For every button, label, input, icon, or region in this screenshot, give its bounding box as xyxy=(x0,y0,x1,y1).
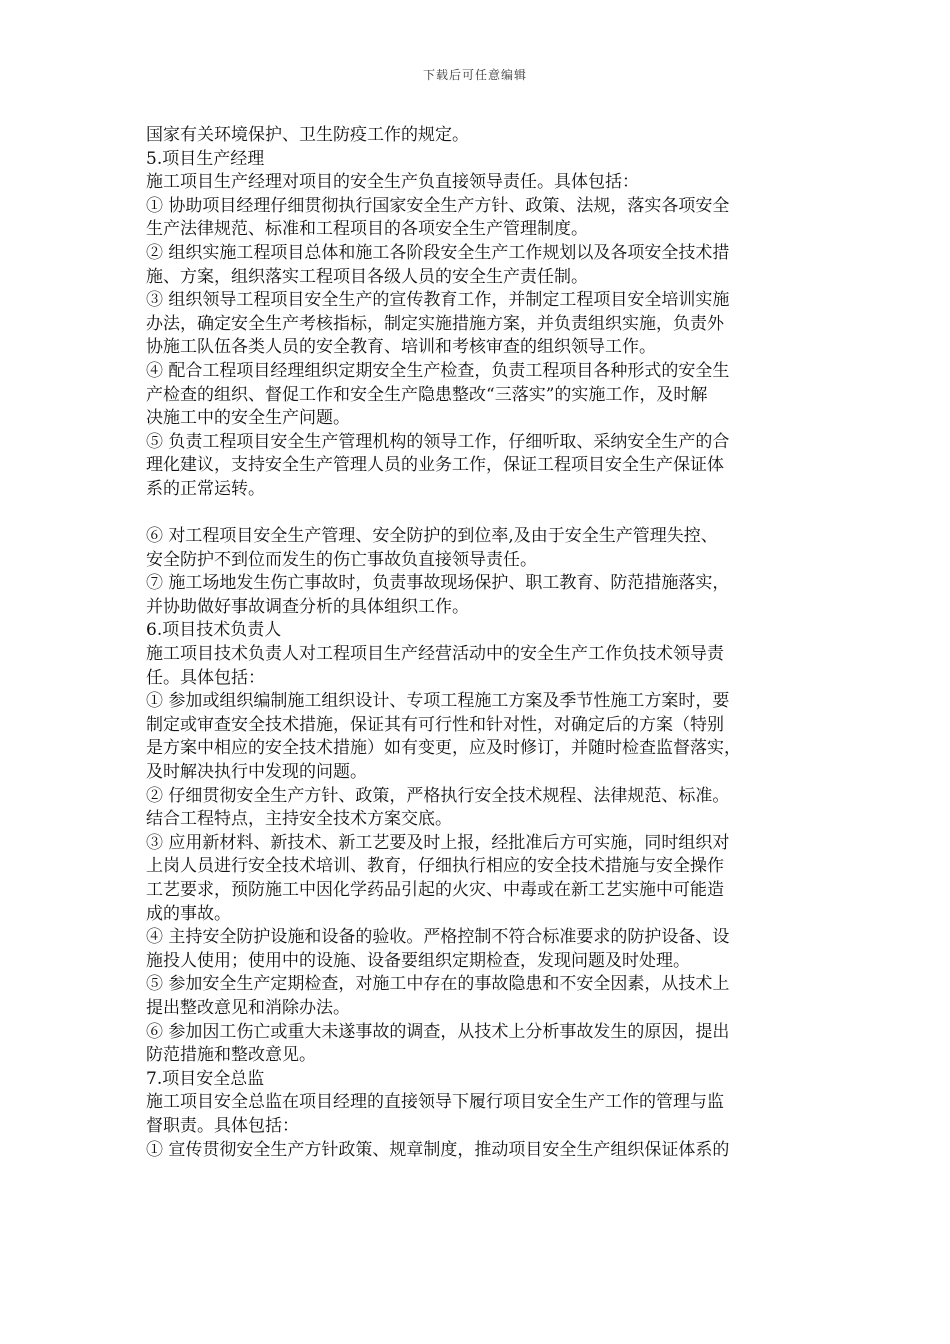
text-line: 施工项目生产经理对项目的安全生产负直接领导责任。具体包括： xyxy=(146,172,639,193)
text-line: ④ 配合工程项目经理组织定期安全生产检查，负责工程项目各种形式的安全生 xyxy=(146,360,730,381)
text-line: 施、方案，组织落实工程项目各级人员的安全生产责任制。 xyxy=(146,266,588,287)
text-line: 国家有关环境保护、卫生防疫工作的规定。 xyxy=(146,125,469,145)
text-line: 系的正常运转。 xyxy=(146,478,265,499)
text-line: ③ 应用新材料、新技术、新工艺要及时上报，经批准后方可实施，同时组织对 xyxy=(146,832,730,853)
text-line: ⑤ 参加安全生产定期检查，对施工中存在的事故隐患和不安全因素，从技术上 xyxy=(146,974,730,995)
text-line: ⑦ 施工场地发生伤亡事故时，负责事故现场保护、职工教育、防范措施落实， xyxy=(146,573,730,594)
text-line: 成的事故。 xyxy=(146,903,231,924)
text-line: 工艺要求，预防施工中因化学药品引起的火灾、中毒或在新工艺实施中可能造 xyxy=(146,880,724,900)
text-line: 防范措施和整改意见。 xyxy=(146,1045,316,1066)
text-line: 产检查的组织、督促工作和安全生产隐患整改“三落实”的实施工作，及时解 xyxy=(146,384,708,405)
text-line: 施投人使用；使用中的设施、设备要组织定期检查，发现问题及时处理。 xyxy=(146,950,690,971)
text-line: ⑥ 参加因工伤亡或重大未遂事故的调查，从技术上分析事故发生的原因，提出 xyxy=(146,1021,730,1042)
text-line: ① 协助项目经理仔细贯彻执行国家安全生产方针、政策、法规，落实各项安全 xyxy=(146,195,730,216)
text-line: 任。具体包括： xyxy=(146,667,265,688)
text-line: 施工项目安全总监在项目经理的直接领导下履行项目安全生产工作的管理与监 xyxy=(146,1092,724,1113)
blank-line xyxy=(146,502,806,526)
text-line: ② 组织实施工程项目总体和施工各阶段安全生产工作规划以及各项安全技术措 xyxy=(146,242,730,263)
text-line: ① 宣传贯彻安全生产方针政策、规章制度，推动项目安全生产组织保证体系的 xyxy=(146,1139,730,1160)
text-line: 办法，确定安全生产考核指标，制定实施措施方案，并负责组织实施，负责外 xyxy=(146,313,724,334)
text-line: 6.项目技术负责人 xyxy=(146,620,282,641)
page-header: 下载后可任意编辑 xyxy=(422,68,527,82)
text-line: 决施工中的安全生产问题。 xyxy=(146,408,350,429)
text-line: 并协助做好事故调查分析的具体组织工作。 xyxy=(146,596,469,617)
text-line: 结合工程特点，主持安全技术方案交底。 xyxy=(146,809,452,830)
text-line: 提出整改意见和消除办法。 xyxy=(146,997,350,1018)
text-line: 施工项目技术负责人对工程项目生产经营活动中的安全生产工作负技术领导责 xyxy=(146,644,724,665)
text-line: ③ 组织领导工程项目安全生产的宣传教育工作，并制定工程项目安全培训实施 xyxy=(146,290,730,311)
text-line: 5.项目生产经理 xyxy=(146,148,265,169)
text-line: 生产法律规范、标准和工程项目的各项安全生产管理制度。 xyxy=(146,219,588,240)
text-line: 制定或审查安全技术措施，保证其有可行性和针对性，对确定后的方案（特别 xyxy=(146,714,724,735)
text-line: ⑤ 负责工程项目安全生产管理机构的领导工作，仔细听取、采纳安全生产的合 xyxy=(146,431,730,452)
text-line: ② 仔细贯彻安全生产方针、政策，严格执行安全技术规程、法律规范、标准。 xyxy=(146,785,730,806)
document-body xyxy=(146,124,806,1162)
text-line: 7.项目安全总监 xyxy=(146,1068,265,1089)
text-line: ④ 主持安全防护设施和设备的验收。严格控制不符合标准要求的防护设备、设 xyxy=(146,927,730,948)
text-line: 是方案中相应的安全技术措施）如有变更，应及时修订，并随时检查监督落实， xyxy=(146,738,741,759)
text-line: ① 参加或组织编制施工组织设计、专项工程施工方案及季节性施工方案时，要 xyxy=(146,691,730,712)
text-line: 及时解决执行中发现的问题。 xyxy=(146,762,367,783)
text-line: 协施工队伍各类人员的安全教育、培训和考核审查的组织领导工作。 xyxy=(146,337,656,358)
text-line: 理化建议，支持安全生产管理人员的业务工作，保证工程项目安全生产保证体 xyxy=(146,455,724,476)
text-line: 上岗人员进行安全技术培训、教育，仔细执行相应的安全技术措施与安全操作 xyxy=(146,856,724,877)
text-line: 安全防护不到位而发生的伤亡事故负直接领导责任。 xyxy=(146,549,537,570)
text-line: ⑥ 对工程项目安全生产管理、安全防护的到位率,及由于安全生产管理失控、 xyxy=(146,526,718,547)
text-line: 督职责。具体包括： xyxy=(146,1115,299,1136)
